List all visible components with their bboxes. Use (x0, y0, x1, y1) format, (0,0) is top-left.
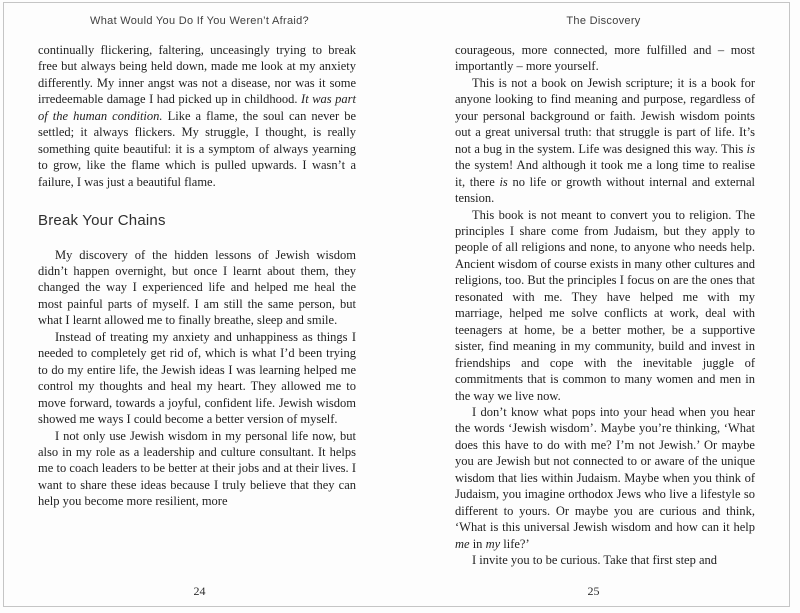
paragraph (455, 75, 755, 207)
italic-text-run: is (499, 174, 508, 189)
paragraph (455, 207, 755, 404)
text-run: Instead of treating my anxiety and unhappiness as things I needed to completely get rid of, which is what I’d been trying to do my entire life, the Jewish ideas I was learning helped me control my thoughts and heal my heart. They allowed me to move forward, towards a joyful, confident life. Jewish wisdom showed me ways I could become a better version of myself. (38, 329, 356, 427)
text-run: in (469, 536, 486, 551)
paragraph (455, 552, 755, 568)
text-run: life?’ (500, 536, 530, 551)
italic-text-run: me (455, 536, 470, 551)
text-run: I not only use Jewish wisdom in my personal life now, but also in my role as a leadership and culture consultant. It helps me to coach leaders to be better at their jobs and at their lives. I want to share these ideas because I truly believe that they can help you become more resilient, more (38, 428, 356, 509)
italic-text-run: It was part of the human condition. (38, 92, 356, 123)
text-run: This is not a book on Jewish scripture; it is a book for anyone looking to find meaning and purpose, regardless of your personal background or faith. Jewish wisdom points out a great universal truth: that struggle is part of life. It’s not a bug in the system. Life was designed this way. This (455, 75, 755, 156)
paragraph (38, 42, 356, 190)
left-text-column (38, 42, 356, 510)
text-run: This book is not meant to convert you to religion. The principles I share come from Judaism, but they apply to people of all religions and none, to anyone who needs help. Ancient wisdom of course exists in many other cultures and religions, too. But the principles I focus on are the ones that resonated with me. They have helped me with my marriage, helped me solve conflicts at work, deal with teenagers at home, be a better mother, be a supportive sister, find meaning in my community, build and invest in friendships and cope with the inevitable juggle of commitments that is common to many women and men in the way we live now. (455, 207, 755, 403)
right-text-column (455, 42, 755, 569)
page-number-left: 24 (193, 584, 206, 598)
text-run: no life or growth without internal and external tension. (455, 174, 756, 206)
left-opening-paragraphs (38, 42, 356, 190)
paragraph (38, 247, 356, 329)
section-heading: Break Your Chains (38, 212, 166, 230)
text-run: I invite you to be curious. Take that first step and (472, 553, 718, 568)
text-run: continually flickering, faltering, unceasingly trying to break free but always being held down, made me look at my anxiety differently. My inner angst was not a disease, nor was it some irredeemable damage I had picked up in childhood. (38, 43, 356, 107)
paragraph (455, 42, 755, 75)
text-run: courageous, more connected, more fulfilled and – most importantly – more yourself. (455, 43, 755, 74)
italic-text-run: is (746, 141, 755, 156)
text-run: I don’t know what pops into your head when you hear the words ‘Jewish wisdom’. Maybe you’re thinking, ‘What does this have to do with me? I’m not Jewish.’ Or maybe you are Jewish but not connected to or aware of the unique wisdom that lies within Judaism. Maybe when you think of Judaism, you imagine orthodox Jews who live a lifestyle so different to yours. Or maybe you are curious and think, ‘What is this universal Jewish wisdom and how can it help (455, 404, 755, 535)
paragraph (38, 428, 356, 510)
paragraph (455, 404, 755, 552)
page-number-right: 25 (587, 584, 600, 598)
running-head-right: The Discovery (566, 15, 641, 27)
italic-text-run: my (485, 536, 501, 551)
right-paragraphs (455, 42, 755, 569)
running-head-left: What Would You Do If You Weren’t Afraid? (90, 15, 309, 27)
left-section-paragraphs (38, 247, 356, 510)
paragraph (38, 329, 356, 428)
text-run: My discovery of the hidden lessons of Jewish wisdom didn’t happen overnight, but once I learnt about them, they changed the way I experienced life and helped me heal the most painful parts of myself. I am still the same person, but what I learnt allowed me to finally breathe, sleep and smile. (38, 247, 356, 328)
text-run: the system! And although it took me a long time to realise it, there (455, 158, 755, 189)
text-run: Like a flame, the soul can never be settled; it always flickers. My struggle, I thought, is really something quite beautiful: it is a symptom of always yearning to grow, like the flame which is pulled upwards. I wasn’t a failure, I was just a beautiful flame. (38, 108, 356, 189)
